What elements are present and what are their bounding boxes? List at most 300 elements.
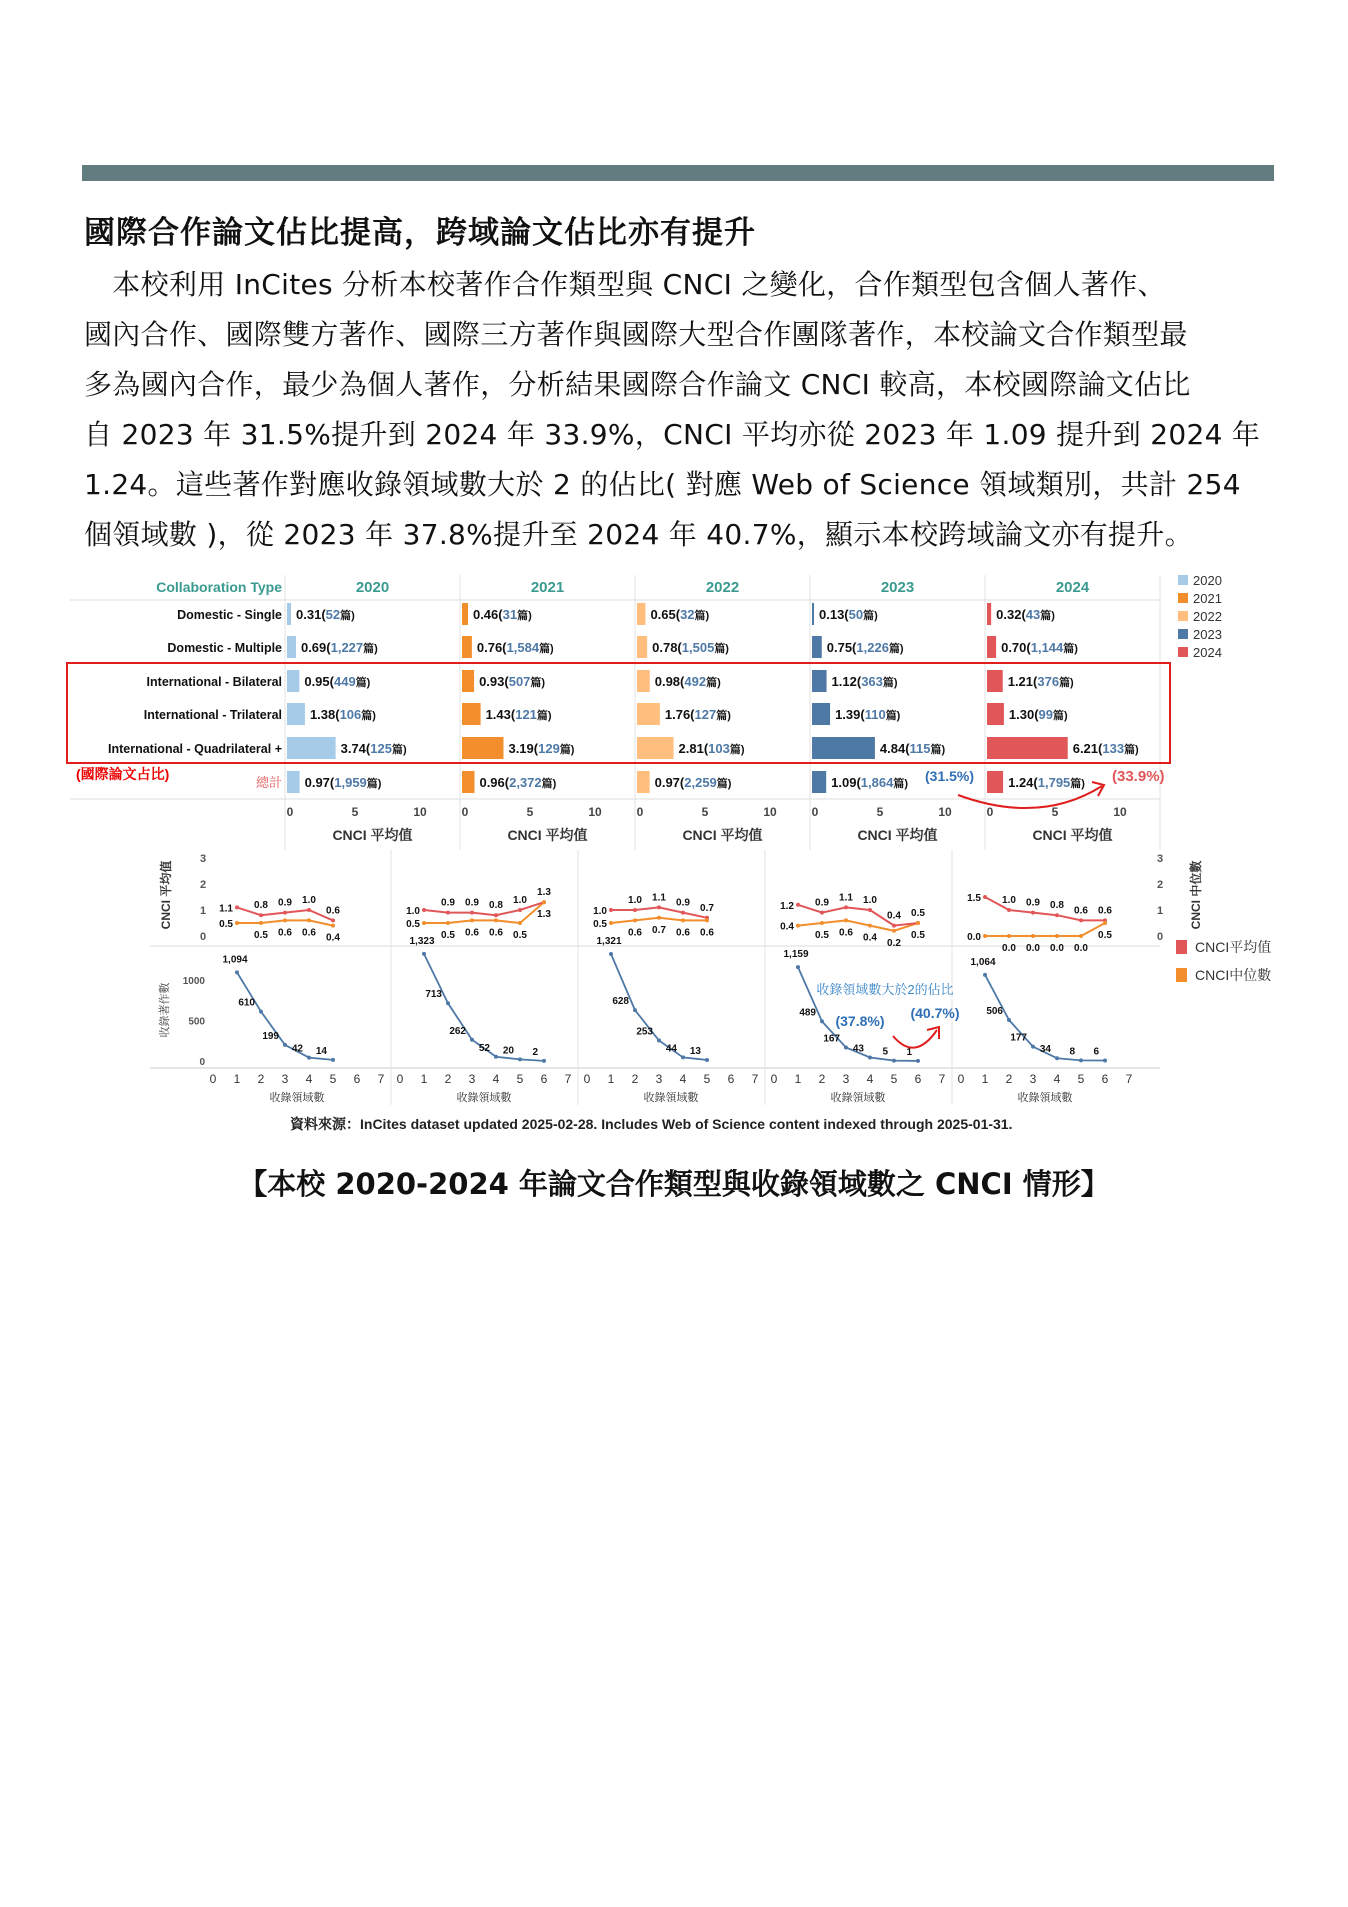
x-tick-label: 7: [564, 1072, 572, 1086]
bar: [637, 771, 650, 793]
bar: [987, 603, 991, 625]
bar-value-label: 0.95(449篇): [304, 674, 371, 689]
mean-value-label: 1.0: [593, 906, 607, 917]
bar-value-label: 0.96(2,372篇): [479, 775, 557, 790]
x-tick-label: 0: [583, 1072, 591, 1086]
x-tick-label: 5: [526, 805, 534, 819]
x-tick-label: 0: [957, 1072, 965, 1086]
median-point: [633, 918, 637, 922]
count-point: [1079, 1058, 1083, 1062]
mean-point: [1055, 913, 1059, 917]
median-value-label: 0.5: [815, 930, 829, 941]
median-value-label: 0.0: [1002, 943, 1016, 954]
median-point: [422, 921, 426, 925]
y-tick-label: 2: [199, 879, 207, 891]
mean-point: [633, 908, 637, 912]
x-tick-label: 6: [727, 1072, 735, 1086]
median-point: [1103, 921, 1107, 925]
x-tick-label: 4: [679, 1072, 687, 1086]
mean-value-label: 1.3: [537, 887, 551, 899]
x-axis-title: 收錄領域數: [1017, 1092, 1073, 1104]
count-value-label: 6: [1093, 1046, 1099, 1058]
mean-value-label: 0.9: [278, 897, 292, 909]
mean-value-label: 0.6: [1074, 905, 1088, 917]
count-value-label: 1,064: [970, 956, 996, 968]
mean-point: [331, 918, 335, 922]
median-value-label: 0.6: [278, 927, 292, 939]
x-axis-title: CNCI 平均值: [507, 827, 588, 843]
bar-value-label: 0.76(1,584篇): [476, 640, 554, 655]
x-axis-title: CNCI 平均值: [1032, 827, 1113, 843]
count-value-label: 1,323: [409, 935, 435, 947]
median-point: [1031, 934, 1035, 938]
bar: [637, 603, 645, 625]
bar-value-label: 1.24(1,795篇): [1008, 775, 1085, 790]
bar-value-label: 1.76(127篇): [664, 707, 731, 722]
count-point: [235, 970, 239, 974]
x-tick-label: 6: [1101, 1072, 1109, 1086]
mean-point: [1007, 908, 1011, 912]
median-point: [1007, 934, 1011, 938]
x-tick-label: 5: [890, 1072, 898, 1086]
mean-point: [494, 913, 498, 917]
mean-point: [470, 911, 474, 915]
row-label: International - Quadrilateral +: [108, 742, 282, 756]
mean-value-label: 1.2: [780, 900, 794, 912]
mean-point: [844, 905, 848, 909]
median-point: [983, 934, 987, 938]
count-point: [796, 965, 800, 969]
paragraph-line: 國內合作、國際雙方著作、國際三方著作與國際大型合作團隊著作，本校論文合作類型最: [84, 318, 1188, 351]
y-tick-label: 1000: [182, 976, 205, 987]
x-tick-label: 5: [516, 1072, 524, 1086]
median-value-label: 0.6: [489, 927, 503, 939]
mean-point: [868, 908, 872, 912]
x-tick-label: 1: [420, 1072, 428, 1086]
count-value-label: 199: [262, 1030, 279, 1042]
mean-point: [235, 905, 239, 909]
paragraph-line: 個領域數 )，從 2023 年 37.8%提升至 2024 年 40.7%，顯示本校跨域論文亦有提升。: [84, 518, 1193, 551]
legend-label: 2021: [1193, 591, 1222, 606]
mean-value-label: 0.6: [326, 905, 340, 917]
count-point: [470, 1038, 474, 1042]
bar: [462, 703, 481, 725]
x-tick-label: 5: [701, 805, 709, 819]
bar-value-label: 0.46(31篇): [472, 607, 532, 622]
bar-value-label: 0.13(50篇): [819, 607, 878, 622]
median-value-label: 0.5: [1098, 930, 1112, 941]
y-tick-label: 0: [199, 1057, 205, 1068]
count-value-label: 44: [665, 1043, 677, 1055]
median-point: [681, 918, 685, 922]
count-value-label: 5: [882, 1046, 888, 1058]
x-tick-label: 0: [636, 805, 644, 819]
median-point: [892, 929, 896, 933]
median-point: [235, 921, 239, 925]
bar: [462, 771, 474, 793]
bar: [462, 737, 503, 759]
bar-value-label: 0.78(1,505篇): [652, 640, 729, 655]
count-point: [916, 1059, 920, 1063]
median-value-label: 0.6: [302, 927, 316, 939]
bar: [462, 636, 472, 658]
y-axis-title-top: CNCI 平均值: [159, 860, 173, 930]
section-title: 國際合作論文佔比提高，跨域論文佔比亦有提升: [84, 215, 756, 251]
y-tick-label-right: 0: [1156, 931, 1164, 943]
bar-value-label: 6.21(133篇): [1072, 741, 1139, 756]
median-point: [331, 924, 335, 928]
legend-swatch: [1178, 575, 1188, 585]
bar: [637, 670, 650, 692]
median-point: [796, 924, 800, 928]
x-tick-label: 2: [444, 1072, 452, 1086]
count-value-label: 167: [823, 1033, 840, 1045]
count-value-label: 42: [291, 1043, 303, 1055]
count-point: [983, 973, 987, 977]
count-point: [518, 1057, 522, 1061]
bar-value-label: 0.65(32篇): [650, 607, 710, 622]
year-header: 2022: [705, 579, 740, 596]
bar: [812, 636, 822, 658]
median-point: [1079, 934, 1083, 938]
x-tick-label: 0: [286, 805, 294, 819]
count-point: [633, 1008, 637, 1012]
mean-value-label: 1.5: [967, 893, 981, 904]
x-tick-label: 4: [866, 1072, 874, 1086]
mean-value-label: 1.1: [652, 892, 666, 904]
paragraph-line: 1.24。這些著作對應收錄領域數大於 2 的佔比( 對應 Web of Science 領域類別，共計 254: [84, 468, 1241, 501]
bar: [462, 603, 468, 625]
bar: [637, 636, 647, 658]
y-tick-label-right: 1: [1156, 905, 1164, 917]
mean-value-label: 0.8: [1050, 900, 1064, 912]
bar-value-label: 0.70(1,144篇): [1001, 640, 1078, 655]
median-point: [446, 921, 450, 925]
x-tick-label: 3: [468, 1072, 476, 1086]
x-axis-title: 收錄領域數: [643, 1092, 699, 1104]
y-tick-label-right: 2: [1156, 879, 1164, 891]
bar-value-label: 0.93(507篇): [479, 674, 546, 689]
median-point: [657, 916, 661, 920]
count-point: [1103, 1059, 1107, 1063]
median-value-label: 0.0: [1074, 943, 1088, 954]
mean-point: [283, 911, 287, 915]
y-tick-label-right: 3: [1156, 853, 1164, 865]
row-label: International - Bilateral: [146, 675, 282, 689]
median-value-label: 0.7: [652, 924, 666, 936]
bar: [637, 703, 660, 725]
count-point: [422, 952, 426, 956]
year-header: 2020: [355, 579, 390, 596]
count-point: [705, 1058, 709, 1062]
median-point: [259, 921, 263, 925]
median-value-label: 0.5: [254, 930, 268, 941]
count-value-label: 713: [425, 989, 442, 1001]
legend-label: 2022: [1193, 609, 1222, 624]
bar-value-label: 1.39(110篇): [835, 707, 901, 722]
bar: [812, 737, 875, 759]
x-tick-label: 7: [1125, 1072, 1133, 1086]
bar: [462, 670, 474, 692]
median-value-label: 0.5: [593, 919, 607, 930]
y-tick-label: 0: [199, 931, 207, 943]
mean-point: [259, 913, 263, 917]
year-header: 2024: [1055, 579, 1090, 596]
median-point: [518, 921, 522, 925]
bar: [987, 771, 1003, 793]
count-value-label: 43: [852, 1043, 864, 1055]
median-value-label: 0.2: [887, 937, 901, 949]
median-value-label: 0.6: [628, 927, 642, 939]
median-point: [916, 921, 920, 925]
y-axis-title-bottom: 收錄著作數: [159, 982, 171, 1038]
mean-value-label: 1.0: [628, 895, 642, 906]
bar: [812, 703, 830, 725]
y-tick-label: 1: [199, 905, 207, 917]
x-tick-label: 1: [607, 1072, 615, 1086]
median-point: [307, 918, 311, 922]
international-share-label: (國際論文占比): [76, 766, 170, 782]
bar-value-label: 4.84(115篇): [879, 741, 946, 756]
x-tick-label: 0: [811, 805, 819, 819]
x-tick-label: 3: [655, 1072, 663, 1086]
x-tick-label: 5: [1077, 1072, 1085, 1086]
bar-value-label: 1.12(363篇): [831, 674, 898, 689]
x-tick-label: 10: [763, 805, 777, 819]
x-tick-label: 5: [876, 805, 884, 819]
bar: [812, 670, 827, 692]
mean-value-label: 1.0: [1002, 895, 1016, 906]
mean-point: [796, 903, 800, 907]
count-point: [331, 1058, 335, 1062]
count-value-label: 1,159: [783, 949, 809, 961]
mean-value-label: 1.0: [863, 895, 877, 906]
x-tick-label: 2: [818, 1072, 826, 1086]
x-tick-label: 7: [751, 1072, 759, 1086]
bar-value-label: 0.31(52篇): [296, 607, 355, 622]
bar: [287, 603, 291, 625]
count-value-label: 262: [449, 1025, 466, 1037]
bar: [287, 703, 305, 725]
mean-point: [307, 908, 311, 912]
x-tick-label: 2: [631, 1072, 639, 1086]
legend-label: 2023: [1193, 627, 1222, 642]
median-value-label: 0.6: [700, 927, 714, 939]
mean-value-label: 0.8: [489, 900, 503, 912]
x-tick-label: 0: [986, 805, 994, 819]
x-tick-label: 0: [209, 1072, 217, 1086]
x-tick-label: 7: [938, 1072, 946, 1086]
legend-label: CNCI平均值: [1195, 939, 1272, 955]
x-tick-label: 5: [1051, 805, 1059, 819]
median-point: [283, 918, 287, 922]
mean-point: [681, 911, 685, 915]
x-tick-label: 2: [257, 1072, 265, 1086]
row-label: Domestic - Multiple: [167, 641, 282, 655]
mean-value-label: 0.5: [911, 908, 925, 919]
x-tick-label: 0: [461, 805, 469, 819]
x-tick-label: 10: [938, 805, 952, 819]
mean-value-label: 1.0: [302, 895, 316, 906]
bar-value-label: 1.43(121篇): [485, 707, 552, 722]
x-tick-label: 10: [1113, 805, 1127, 819]
x-tick-label: 0: [770, 1072, 778, 1086]
x-tick-label: 5: [329, 1072, 337, 1086]
x-tick-label: 4: [1053, 1072, 1061, 1086]
bar-value-label: 0.97(2,259篇): [654, 775, 732, 790]
year-header: 2021: [530, 579, 565, 596]
x-axis-title: CNCI 平均值: [857, 827, 938, 843]
y-tick-label: 3: [199, 853, 207, 865]
annotation-title: 收錄領域數大於2的佔比: [816, 982, 954, 997]
count-value-label: 2: [532, 1046, 538, 1058]
bar-value-label: 0.97(1,959篇): [304, 775, 382, 790]
mean-value-label: 0.9: [1026, 897, 1040, 909]
mean-point: [609, 908, 613, 912]
bar-value-label: 1.09(1,864篇): [831, 775, 909, 790]
median-point: [868, 924, 872, 928]
mean-point: [518, 908, 522, 912]
count-point: [1031, 1045, 1035, 1049]
row-label: International - Trilateral: [143, 708, 282, 722]
legend-swatch: [1176, 968, 1187, 982]
bar: [987, 636, 996, 658]
bar: [987, 670, 1003, 692]
x-tick-label: 1: [233, 1072, 241, 1086]
count-point: [1007, 1018, 1011, 1022]
median-value-label: 1.3: [537, 909, 551, 921]
bar-value-label: 0.69(1,227篇): [300, 640, 378, 655]
mean-point: [422, 908, 426, 912]
row-label: Domestic - Single: [177, 608, 282, 622]
y-axis-title-right: CNCI 中位數: [1189, 860, 1203, 930]
mean-value-label: 1.0: [406, 906, 420, 917]
x-axis-title: 收錄領域數: [269, 1092, 325, 1104]
bar-value-label: 2.81(103篇): [678, 741, 745, 756]
bar: [987, 737, 1068, 759]
count-value-label: 20: [502, 1045, 514, 1057]
count-point: [609, 952, 613, 956]
mean-value-label: 1.0: [513, 895, 527, 906]
mean-value-label: 1.1: [219, 903, 233, 915]
bar-value-label: 3.74(125篇): [340, 741, 407, 756]
x-tick-label: 5: [703, 1072, 711, 1086]
count-point: [868, 1056, 872, 1060]
annotation-2024-share: (33.9%): [1112, 768, 1165, 785]
count-point: [283, 1043, 287, 1047]
bar: [812, 603, 814, 625]
count-point: [259, 1010, 263, 1014]
figure-caption: 【本校 2020-2024 年論文合作類型與收錄領域數之 CNCI 情形】: [238, 1167, 1110, 1201]
x-tick-label: 10: [413, 805, 427, 819]
y-tick-label: 500: [188, 1016, 205, 1028]
x-axis-title: CNCI 平均值: [682, 827, 763, 843]
annotation-2023-share: (31.5%): [925, 768, 975, 784]
median-point: [820, 921, 824, 925]
legend-label: CNCI中位數: [1195, 967, 1272, 983]
mean-point: [1079, 918, 1083, 922]
bar-value-label: 1.21(376篇): [1007, 674, 1074, 689]
median-value-label: 0.5: [406, 919, 420, 930]
bar: [637, 737, 674, 759]
paragraph-line: 自 2023 年 31.5%提升到 2024 年 33.9%，CNCI 平均亦從 2023 年 1.09 提升到 2024 年: [84, 418, 1261, 451]
annotation-2023-share: (37.8%): [835, 1013, 885, 1029]
bar-value-label: 1.30(99篇): [1008, 707, 1068, 722]
median-value-label: 0.0: [1026, 943, 1040, 954]
count-value-label: 1: [906, 1046, 912, 1058]
x-tick-label: 0: [396, 1072, 404, 1086]
count-value-label: 1,094: [222, 954, 248, 966]
median-value-label: 0.5: [911, 930, 925, 941]
median-value-label: 0.0: [967, 932, 981, 943]
bar: [287, 771, 300, 793]
bar: [287, 636, 296, 658]
bar: [287, 670, 299, 692]
count-value-label: 13: [689, 1045, 701, 1057]
bar: [287, 737, 336, 759]
count-value-label: 8: [1069, 1046, 1075, 1058]
mean-point: [657, 905, 661, 909]
mean-value-label: 0.4: [887, 910, 901, 922]
legend-label: 2024: [1193, 645, 1222, 660]
median-value-label: 0.6: [676, 927, 690, 939]
legend-swatch: [1178, 629, 1188, 639]
x-tick-label: 3: [281, 1072, 289, 1086]
column-header: Collaboration Type: [156, 579, 282, 595]
mean-point: [983, 895, 987, 899]
x-axis-title: 收錄領域數: [830, 1092, 886, 1104]
count-point: [892, 1059, 896, 1063]
x-axis-title: 收錄領域數: [456, 1092, 512, 1104]
median-value-label: 0.6: [465, 927, 479, 939]
bar-value-label: 1.38(106篇): [309, 707, 376, 722]
x-tick-label: 2: [1005, 1072, 1013, 1086]
x-tick-label: 4: [305, 1072, 313, 1086]
mean-point: [1031, 911, 1035, 915]
median-point: [705, 918, 709, 922]
annotation-2024-share: (40.7%): [910, 1005, 960, 1021]
legend-swatch: [1178, 611, 1188, 621]
mean-value-label: 0.9: [465, 897, 479, 909]
median-point: [609, 921, 613, 925]
bar-value-label: 3.19(129篇): [508, 741, 575, 756]
mean-value-label: 0.8: [254, 900, 268, 912]
year-header: 2023: [880, 579, 915, 596]
x-tick-label: 6: [914, 1072, 922, 1086]
x-tick-label: 1: [981, 1072, 989, 1086]
median-value-label: 0.5: [441, 930, 455, 941]
count-value-label: 610: [238, 997, 255, 1009]
median-value-label: 0.0: [1050, 943, 1064, 954]
median-value-label: 0.5: [219, 919, 233, 930]
mean-value-label: 0.9: [676, 897, 690, 909]
row-label: 總計: [255, 775, 282, 790]
median-value-label: 0.4: [863, 932, 877, 944]
bar: [987, 703, 1004, 725]
mean-value-label: 0.9: [815, 897, 829, 909]
count-point: [820, 1019, 824, 1023]
count-point: [542, 1059, 546, 1063]
mean-point: [892, 924, 896, 928]
count-value-label: 628: [612, 996, 629, 1008]
x-tick-label: 7: [377, 1072, 385, 1086]
paragraph-line: 多為國內合作，最少為個人著作，分析結果國際合作論文 CNCI 較高，本校國際論文佔比: [84, 368, 1191, 401]
legend-swatch: [1178, 593, 1188, 603]
mean-value-label: 0.6: [1098, 905, 1112, 917]
median-point: [844, 918, 848, 922]
x-axis-title: CNCI 平均值: [332, 827, 413, 843]
x-tick-label: 6: [353, 1072, 361, 1086]
